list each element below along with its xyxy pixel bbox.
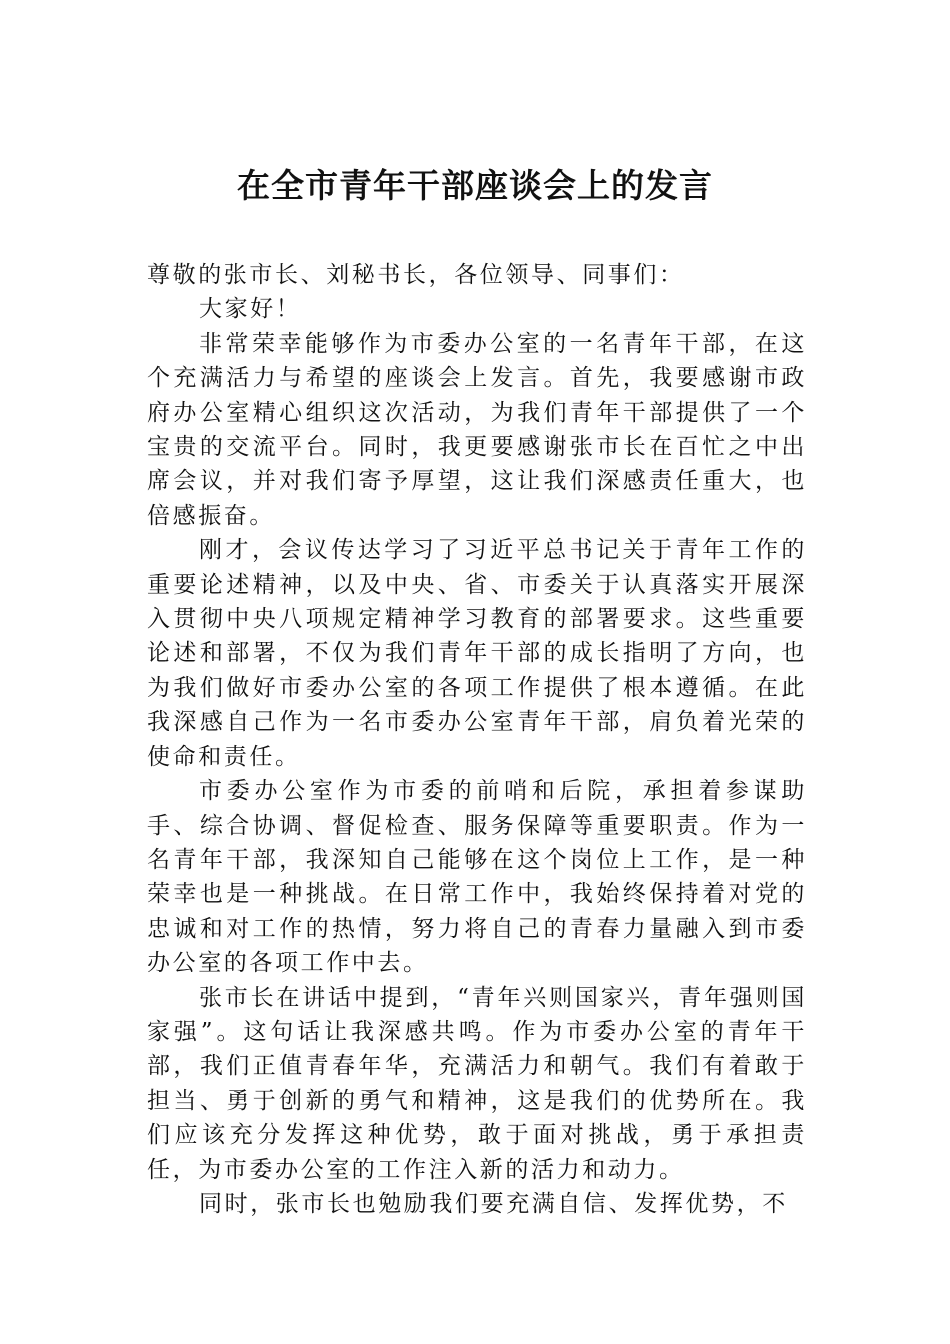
document-title: 在全市青年干部座谈会上的发言 bbox=[237, 166, 713, 205]
document-body bbox=[147, 258, 807, 1221]
paragraph-5: 同时，张市长也勉励我们要充满自信、发挥优势，不 bbox=[199, 1190, 788, 1217]
paragraph-2: 刚才，会议传达学习了习近平总书记关于青年工作的重要论述精神，以及中央、省、市委关于认真落实开展深入贯彻中央八项规定精神学习教育的部署要求。这些重要论述和部署，不仅为我们青年干部的成长指明了方向，也为我们做好市委办公室的各项工作提供了根本遵循。在此我深感自己作为一名市委办公室青年干部，肩负着光荣的使命和责任。 bbox=[147, 537, 807, 770]
paragraph-3: 市委办公室作为市委的前哨和后院，承担着参谋助手、综合协调、督促检查、服务保障等重要职责。作为一名青年干部，我深知自己能够在这个岗位上工作，是一种荣幸也是一种挑战。在日常工作中，我始终保持着对党的忠诚和对工作的热情，努力将自己的青春力量融入到市委办公室的各项工作中去。 bbox=[147, 778, 807, 977]
paragraph-1: 非常荣幸能够作为市委办公室的一名青年干部，在这个充满活力与希望的座谈会上发言。首先，我要感谢市政府办公室精心组织这次活动，为我们青年干部提供了一个宝贵的交流平台。同时，我更要感谢张市长在百忙之中出席会议，并对我们寄予厚望，这让我们深感责任重大，也倍感振奋。 bbox=[147, 330, 807, 529]
salutation: 尊敬的张市长、刘秘书长，各位领导、同事们： bbox=[147, 262, 685, 288]
greeting: 大家好！ bbox=[199, 296, 302, 323]
paragraph-4: 张市长在讲话中提到，“青年兴则国家兴，青年强则国家强”。这句话让我深感共鸣。作为市委办公室的青年干部，我们正值青春年华，充满活力和朝气。我们有着敢于担当、勇于创新的勇气和精神，这是我们的优势所在。我们应该充分发挥这种优势，敢于面对挑战，勇于承担责任，为市委办公室的工作注入新的活力和动力。 bbox=[147, 984, 807, 1183]
